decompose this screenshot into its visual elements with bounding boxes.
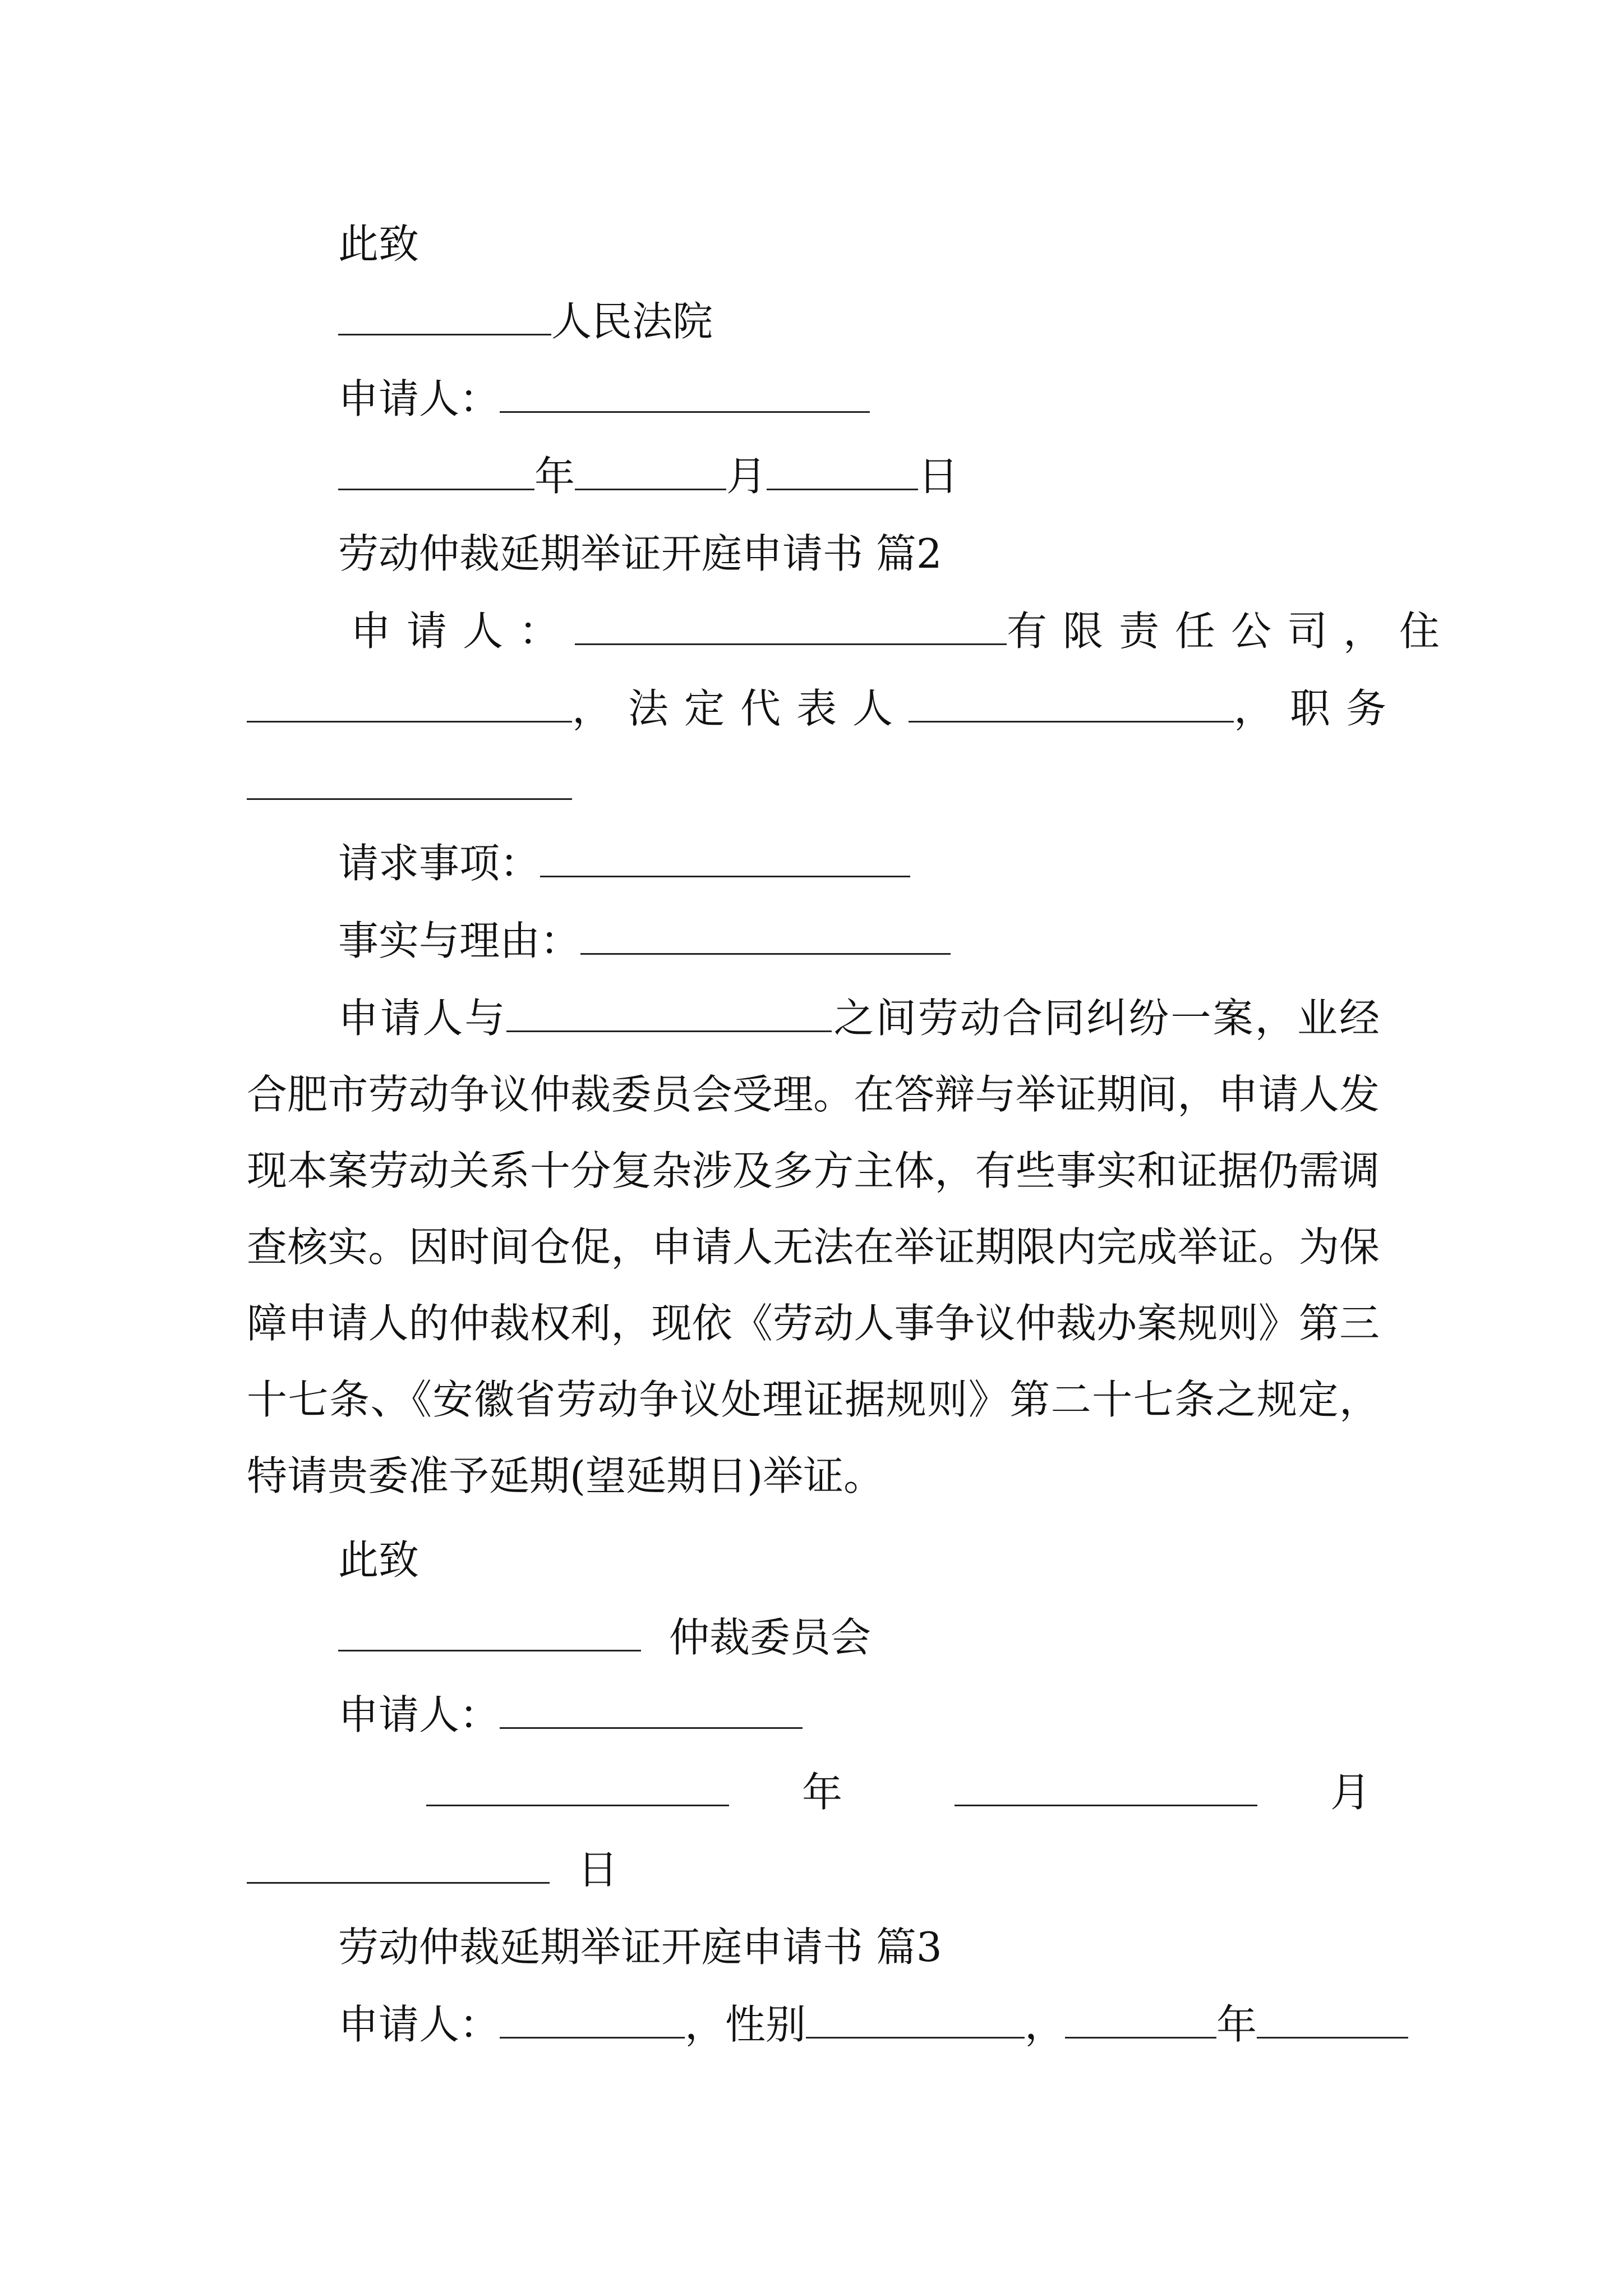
applicant-signature-line: 申请人：: [338, 374, 870, 424]
position-blank-line: [247, 761, 572, 811]
section-heading-3: 劳动仲裁延期举证开庭申请书 篇3: [338, 1924, 942, 1971]
applicant-signature-line-2: 申请人：: [338, 1690, 803, 1740]
applicant-blank: [500, 374, 870, 413]
salutation: 此致: [338, 220, 419, 268]
legal-rep-line: ，法定代表人 ，职务: [247, 683, 1402, 734]
applicant-gender-line: 申请人： ，性别 ， 年: [338, 1999, 1408, 2050]
court-blank: [338, 297, 551, 335]
claims-line: 请求事项：: [338, 838, 910, 889]
salutation-2: 此致: [338, 1536, 419, 1584]
court-line: 人民法院: [338, 296, 713, 347]
date-line: 年 月 日: [338, 451, 958, 501]
facts-line: 事实与理由：: [338, 915, 951, 966]
day-line-2: 日: [247, 1844, 618, 1895]
applicant-company-line: 申请人： 有限责任公司，住: [351, 608, 1456, 655]
body-paragraph: 申请人与 之间劳动合同纠纷一案，业经合肥市劳动争议仲裁委员会受理。在答辩与举证期间，申请人发现本案劳动关系十分复杂涉及多方主体，有些事实和证据仍需调查核实。因时间仓促，申请人无法在举证期限内完成举证。为保障申请人的仲裁权利，现依《劳动人事争议仲裁办案规则》第三十七条、《安徽省劳动争议处理证据规则》第二十七条之规定，特请贵委准予延期(望延期日)举证。: [247, 995, 1380, 1499]
section-heading: 劳动仲裁延期举证开庭申请书 篇2: [338, 530, 942, 577]
date-line-2: 年 月: [426, 1767, 1371, 1818]
committee-line: 仲裁委员会: [338, 1612, 871, 1663]
